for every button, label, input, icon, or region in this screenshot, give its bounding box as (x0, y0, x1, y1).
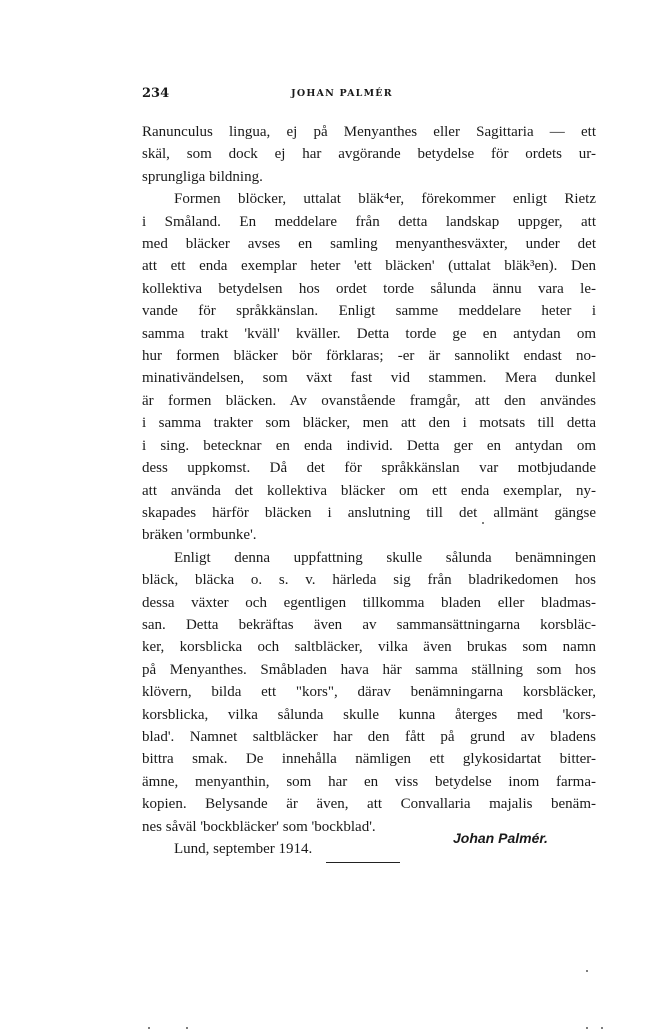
text-line: skapades härför bläcken i anslutning till det allmänt gängse (142, 504, 596, 521)
dateline: Lund, september 1914. (174, 841, 313, 857)
text-line: Ranunculus lingua, ej på Menyanthes eller Sagittaria — ett (142, 124, 596, 140)
text-line: sprungliga bildning. (142, 168, 263, 185)
text-line: Formen blöcker, uttalat bläk⁴er, förekommer enligt Rietz (174, 191, 596, 208)
text-line: minativändelsen, som växt fast vid stammen. Mera dunkel (142, 370, 596, 387)
text-line: hur formen bläcker bör förklaras; -er är sannolikt endast no- (142, 348, 596, 365)
text-line: i samma trakter som bläcker, men att den i motsats till detta (142, 415, 596, 432)
text-line: att ett enda exemplar heter 'ett bläcken' (uttalat bläk³en). Den (142, 258, 596, 275)
text-line: vande för språkkänslan. Enligt samme meddelare heter i (142, 303, 596, 320)
text-line: dessa växter och egentligen tillkomma bladen eller bladmas- (142, 594, 596, 611)
print-speck (186, 1027, 188, 1029)
text-line: nes såväl 'bockbläcker' som 'bockblad'. (142, 818, 376, 835)
print-speck (586, 1027, 588, 1029)
author-signature: Johan Palmér. (453, 830, 548, 846)
text-line: i Småland. En meddelare från detta landskap uppger, att (142, 213, 596, 230)
text-line: i sing. betecknar en enda individ. Detta ger en antydan om (142, 437, 596, 454)
text-line: är formen bläcken. Av ovanstående framgår, att den användes (142, 392, 596, 409)
text-line: skäl, som dock ej har avgörande betydelse för ordets ur- (142, 146, 596, 163)
page-number: 234 (142, 86, 170, 101)
print-speck (148, 1027, 150, 1029)
print-speck (601, 1027, 603, 1029)
text-line: korsblicka, vilka sålunda skulle kunna återges med 'kors- (142, 706, 596, 723)
text-line: bläck, bläcka o. s. v. härleda sig från bladrikedomen hos (142, 572, 596, 589)
text-line: blad'. Namnet saltbläcker har den fått på grund av bladens (142, 728, 596, 745)
text-line: Enligt denna uppfattning skulle sålunda benämningen (174, 549, 596, 566)
print-speck (586, 970, 588, 972)
text-line: att använda det kollektiva bläcker om ett enda exemplar, ny- (142, 482, 596, 499)
text-line: kollektiva betydelsen hos ordet torde sålunda ännu vara le- (142, 280, 596, 297)
text-line: på Menyanthes. Småbladen hava här samma ställning som hos (142, 661, 596, 678)
end-rule (326, 862, 400, 863)
text-line: bittra smak. De innehålla nämligen ett glykosidartat bitter- (142, 751, 596, 768)
article-body (142, 121, 596, 860)
print-speck (482, 522, 484, 524)
text-line: bräken 'ormbunke'. (142, 527, 257, 544)
text-line: ämne, menyanthin, som har en viss betydelse inom farma- (142, 773, 596, 790)
text-line: dess uppkomst. Då det för språkkänslan var motbjudande (142, 460, 596, 477)
text-line: kopien. Belysande är även, att Convallaria majalis benäm- (142, 796, 596, 813)
text-line: ker, korsblicka och saltbläcker, vilka även brukas som namn (142, 639, 596, 656)
running-head: JOHAN PALMÉR (291, 88, 393, 99)
text-line: klövern, bilda ett "kors", därav benämningarna korsbläcker, (142, 684, 596, 701)
text-line: med bläcker avses en samling menyanthesväxter, under det (142, 236, 596, 253)
text-line: samma trakt 'kväll' kväller. Detta torde ge en antydan om (142, 325, 596, 342)
text-line: san. Detta bekräftas även av sammansättningarna korsbläc- (142, 616, 596, 633)
